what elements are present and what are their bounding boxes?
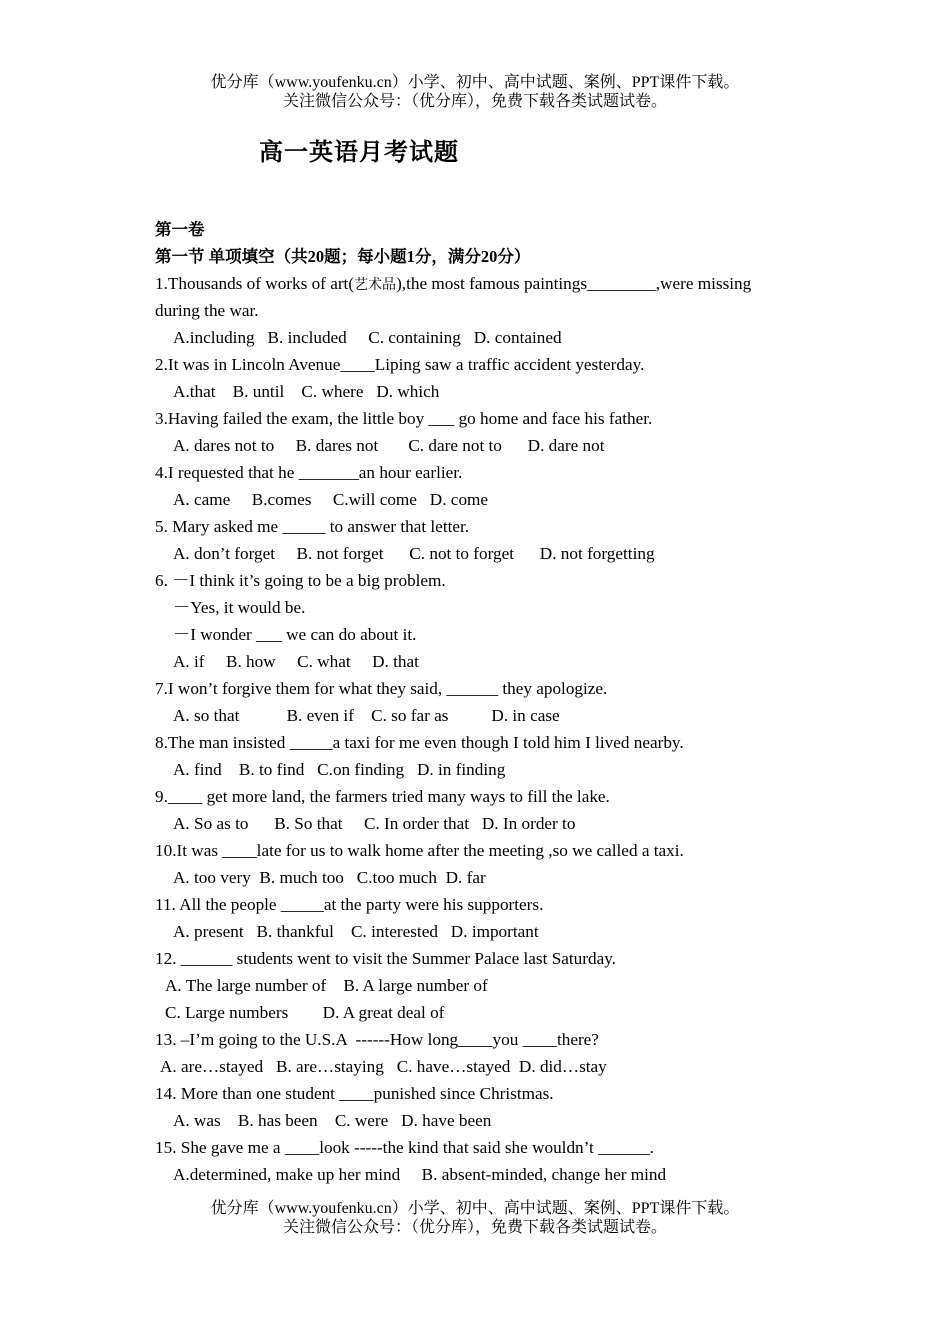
question-options: A. don’t forget B. not forget C. not to forget D. not forgetting <box>173 544 655 563</box>
question-options: A. find B. to find C.on finding D. in finding <box>173 760 506 779</box>
exam-body <box>155 216 815 1188</box>
question-stem: 2.It was in Lincoln Avenue____Liping saw a traffic accident yesterday. <box>155 355 645 374</box>
footer-line-2: 关注微信公众号：（优分库），免费下载各类试题试卷。 <box>282 1219 667 1236</box>
question-options: A. present B. thankful C. interested D. important <box>173 922 539 941</box>
question-options: A. So as to B. So that C. In order that D. In order to <box>173 814 576 833</box>
page-footer <box>0 1199 950 1237</box>
header-line-1: 优分库（www.youfenku.cn）小学、初中、高中试题、案例、PPT课件下载。 <box>210 74 740 91</box>
question-options: A.determined, make up her mind B. absent-minded, change her mind <box>173 1165 667 1184</box>
dialogue-line: －Yes, it would be. <box>173 598 306 617</box>
question-options: A. so that B. even if C. so far as D. in case <box>173 706 560 725</box>
question-options: A. dares not to B. dares not C. dare not to D. dare not <box>173 436 605 455</box>
question-stem: 13. –I’m going to the U.S.A ------How long____you ____there? <box>155 1030 599 1049</box>
question-options: A. The large number of B. A large number of <box>165 976 488 995</box>
dialogue-line: －I wonder ___ we can do about it. <box>173 625 417 644</box>
question-options: A.that B. until C. where D. which <box>173 382 440 401</box>
question-stem: 3.Having failed the exam, the little boy ___ go home and face his father. <box>155 409 653 428</box>
footer-line-1: 优分库（www.youfenku.cn）小学、初中、高中试题、案例、PPT课件下载。 <box>210 1200 740 1217</box>
question-stem: 1.Thousands of works of art(艺术品),the most famous paintings________,were missing <box>155 274 752 293</box>
question-stem: 8.The man insisted _____a taxi for me even though I told him I lived nearby. <box>155 733 684 752</box>
question-options: A.including B. included C. containing D. contained <box>173 328 562 347</box>
exam-title: 高一英语月考试题 <box>259 140 459 166</box>
question-options: A. was B. has been C. were D. have been <box>173 1111 492 1130</box>
question-stem: 4.I requested that he _______an hour earlier. <box>155 463 463 482</box>
question-stem: 6. －I think it’s going to be a big problem. <box>155 571 446 590</box>
question-note: 艺术品 <box>354 278 397 293</box>
question-stem: 5. Mary asked me _____ to answer that letter. <box>155 517 470 536</box>
question-options: A. came B.comes C.will come D. come <box>173 490 489 509</box>
question-options: A. are…stayed B. are…staying C. have…stayed D. did…stay <box>160 1057 607 1076</box>
question-stem: 11. All the people _____at the party were his supporters. <box>155 895 544 914</box>
question-options: C. Large numbers D. A great deal of <box>165 1003 445 1022</box>
page-header <box>0 73 950 111</box>
question-stem: 7.I won’t forgive them for what they said, ______ they apologize. <box>155 679 608 698</box>
volume-heading: 第一卷 <box>155 220 205 239</box>
section-heading: 第一节 单项填空（共20题；每小题1分，满分20分） <box>155 247 531 266</box>
question-stem-continued: during the war. <box>155 301 259 320</box>
question-stem: 12. ______ students went to visit the Summer Palace last Saturday. <box>155 949 616 968</box>
question-stem: 15. She gave me a ____look -----the kind that said she wouldn’t ______. <box>155 1138 654 1157</box>
question-options: A. if B. how C. what D. that <box>173 652 419 671</box>
question-stem: 14. More than one student ____punished since Christmas. <box>155 1084 554 1103</box>
header-line-2: 关注微信公众号：（优分库），免费下载各类试题试卷。 <box>282 93 667 110</box>
question-options: A. too very B. much too C.too much D. far <box>173 868 486 887</box>
question-stem: 9.____ get more land, the farmers tried many ways to fill the lake. <box>155 787 610 806</box>
question-stem: 10.It was ____late for us to walk home after the meeting ,so we called a taxi. <box>155 841 684 860</box>
